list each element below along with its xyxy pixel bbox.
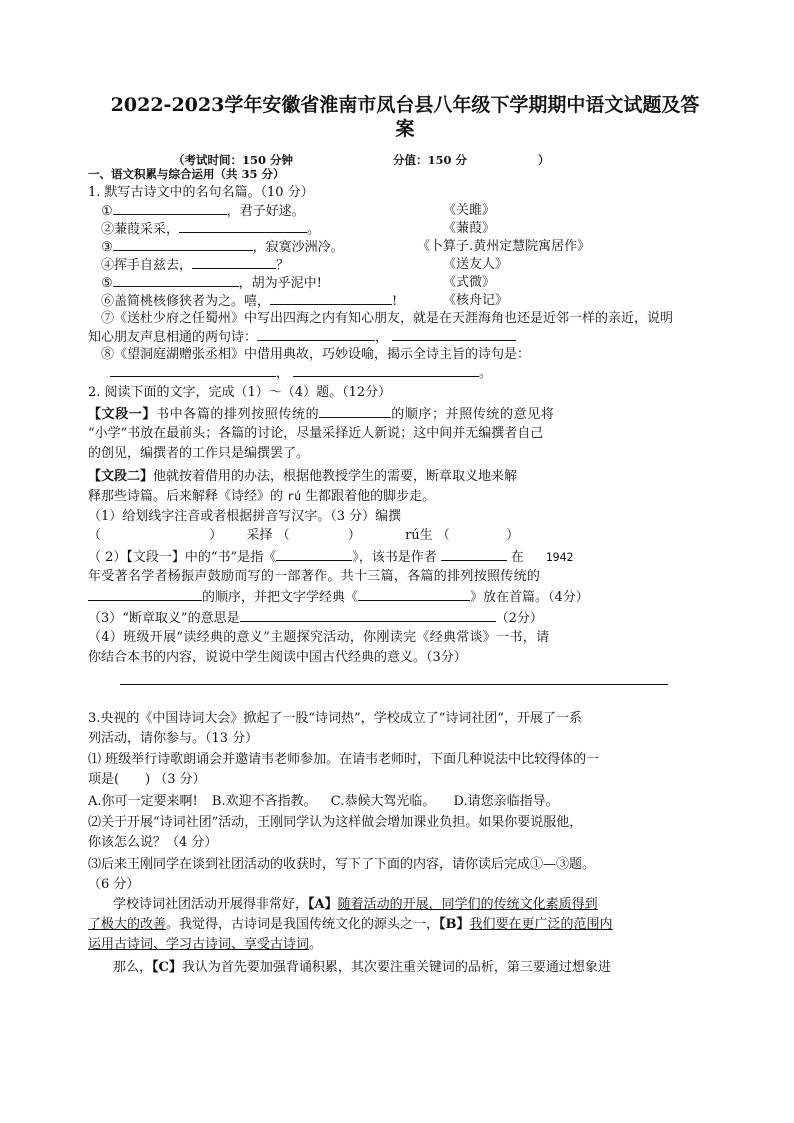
q3-options (88, 793, 559, 810)
q1-item-7-line-2 (88, 328, 516, 346)
underlined-sentence-b: 我们要在更广泛的范围内 (469, 917, 613, 932)
paren-open: （ (88, 528, 102, 543)
title-line-2: 案 (395, 118, 415, 140)
q1-item-7-sep: ， (375, 330, 389, 345)
q2-sub-1: （1）给划线字注音或者根据拼音写汉字。（3 分）编撰 (88, 509, 402, 524)
word-caize: 采择 (246, 528, 273, 543)
q1-item-6-pre: ⑥盖简桃核修狭者为之。嘻， (101, 294, 271, 309)
exam-score: 分值：150 分 (393, 153, 468, 167)
q1-item-4-post: ？ (276, 258, 290, 273)
tag-a: 【A】 (308, 897, 338, 912)
option-a[interactable]: A.你可一定要来啊! (88, 794, 198, 809)
sub-2-text-b: 》，该书是作者 (352, 550, 437, 565)
underlined-sentence-b-end: 运用古诗词、学习古诗词、享受古诗词 (88, 937, 310, 952)
q1-item-4-source: 《送友人》 (443, 257, 509, 272)
paren-close: ） (209, 528, 223, 543)
section-heading: 一、语文积累与综合运用（共 35 分） (88, 167, 285, 181)
q1-item-2-source: 《蒹葭》 (443, 221, 496, 236)
q1-item-2-post: 。 (307, 222, 321, 237)
q3-sub-2-line-2: 你该怎么说？（4 分） (88, 835, 218, 850)
pinyin-rusheng: rú生 (405, 528, 433, 543)
page-title (80, 93, 730, 141)
q1-item-8-end: 。 (479, 366, 493, 381)
q1-item-4-pre: ④挥手自兹去， (101, 258, 193, 273)
passage-line-2 (88, 916, 613, 933)
paren-close: ） (347, 528, 361, 543)
q2-sub-3 (88, 609, 543, 627)
q3-sub-3-line-2: （6 分） (88, 877, 140, 892)
title-line-1: 2022-2023学年安徽省淮南市凤台县八年级下学期期中语文试题及答 (110, 94, 700, 116)
option-b[interactable]: B.欢迎不吝指教。 (211, 794, 317, 809)
paren-close: ） (506, 528, 520, 543)
question-3-stem-line-2: 列活动，请你参与。（13 分） (88, 731, 259, 746)
answer-blank[interactable] (110, 364, 276, 377)
answer-line[interactable] (120, 684, 668, 685)
answer-blank[interactable] (113, 274, 239, 287)
q2-passage-1-line-2: “小学”书放在最前头；各篇的讨论，尽量采择近人新说；这中间并无编撰者自己 (88, 426, 544, 441)
answer-blank[interactable] (113, 202, 227, 215)
q1-item-1-post: ，君子好逑。 (226, 204, 305, 219)
q1-item-5-post: ，胡为乎泥中! (238, 276, 322, 291)
q1-item-5-pre: ⑤ (101, 276, 113, 291)
passage-text: 那么， (113, 960, 153, 975)
passage-1-text-a: 书中各篇的排列按照传统的 (156, 407, 320, 422)
q2-passage-2-line-2 (88, 488, 435, 505)
q1-item-5 (101, 274, 322, 292)
passage-2-text-a: 释那些诗篇。后来解释《诗经》的 (88, 489, 284, 504)
q2-passage-2-line-1 (88, 468, 517, 485)
q2-passage-1-line-3: 的创见，编撰者的工作只是编撰罢了。 (88, 446, 310, 461)
underlined-sentence-a-end: 了极大的改善 (88, 917, 167, 932)
question-2-stem: 2. 阅读下面的文字，完成（1）～（4）题。（12分） (88, 385, 392, 400)
tag-c: 【C】 (152, 960, 182, 975)
q1-item-1-source: 《关雎》 (443, 203, 496, 218)
q1-item-8-line-2 (110, 364, 492, 382)
q1-item-3 (101, 238, 344, 256)
q1-item-2 (101, 220, 320, 238)
sub-3-text: （3）“断章取义”的意思是 (88, 611, 240, 626)
q2-passage-1-line-1 (88, 405, 554, 423)
answer-blank[interactable] (192, 256, 276, 269)
passage-line-3 (88, 936, 322, 953)
answer-blank[interactable] (179, 220, 307, 233)
passage-2-label: 【文段二】 (88, 469, 154, 484)
q1-item-8-line-1: ⑧《望洞庭湖赠张丞相》中借用典故，巧妙设喻，揭示全诗主旨的诗句是： (101, 347, 531, 362)
q1-item-3-source: 《卜算子.黄州定慧院寓居作》 (417, 239, 591, 254)
q2-sub-4-line-1: （4）班级开展“读经典的意义”主题探究活动，你刚读完《经典常谈》一书，请 (88, 630, 550, 645)
q1-item-4 (101, 256, 289, 274)
passage-text: 我认为首先要加强背诵积累，其次要注重关键词的品析，第三要通过想象进 (181, 960, 611, 975)
answer-blank[interactable] (240, 609, 496, 622)
q2-sub-2-line-3 (88, 588, 589, 606)
answer-blank[interactable] (319, 405, 391, 418)
answer-blank[interactable] (392, 328, 516, 341)
question-1-stem: 1. 默写古诗文中的名句名篇。（10 分） (88, 185, 314, 200)
q2-sub-1-row (88, 527, 519, 544)
answer-blank[interactable] (293, 364, 479, 377)
q1-item-2-pre: ②蒹葭采采， (101, 222, 180, 237)
answer-blank[interactable] (270, 292, 392, 305)
answer-blank[interactable] (276, 548, 352, 561)
passage-1-label: 【文段一】 (88, 407, 157, 422)
answer-blank[interactable] (441, 548, 507, 561)
sub-2-text-c: 在 (510, 550, 524, 565)
q2-sub-4-line-2: 你结合本书的内容，说说中学生阅读中国古代经典的意义。（3分） (88, 650, 467, 665)
question-3-stem-line-1: 3.央视的《中国诗词大会》掀起了一股“诗词热”，学校成立了“诗词社团”，开展了一系 (88, 711, 582, 726)
q2-sub-2-line-2: 年受著名学者杨振声鼓励而写的一部著作。共十三篇，各篇的排列按照传统的 (88, 569, 541, 584)
q1-item-6-source: 《核舟记》 (443, 293, 509, 308)
q1-item-7-prompt: 知心朋友声息相通的两句诗： (88, 330, 258, 345)
answer-blank[interactable] (257, 328, 375, 341)
paren-open: （ (276, 528, 290, 543)
passage-text: 学校诗词社团活动开展得非常好， (113, 897, 309, 912)
q1-item-3-post: ，寂寞沙洲冷。 (252, 240, 344, 255)
sub-2-text-e: 》放在首篇。（4分） (470, 590, 589, 605)
q1-item-6-post: ! (392, 294, 398, 309)
passage-text: 。 (309, 937, 323, 952)
underlined-sentence-a: 随着活动的开展，同学们的传统文化素质得到 (337, 897, 598, 912)
passage-1-text-b: 的顺序；并照传统的意见将 (391, 407, 555, 422)
answer-blank[interactable] (358, 588, 470, 601)
exam-time: （考试时间：150 分钟 (173, 153, 294, 167)
paren-open: （ (436, 528, 450, 543)
sub-3-points: （2分） (495, 611, 543, 626)
q1-item-7-line-1: ⑦《送杜少府之任蜀州》中写出四海之内有知心朋友，就是在天涯海角也还是近邻一样的亲近，说明 (101, 311, 674, 326)
q3-sub-2-line-1: ⑵关于开展“诗词社团”活动，王刚同学认为这样做会增加课业负担。如果你要说服他， (88, 815, 583, 830)
pinyin-ru: rú (287, 489, 302, 503)
exam-info-close: ） (538, 153, 550, 167)
option-d[interactable]: D.请您亲临指导。 (453, 794, 559, 809)
sub-2-text-a: （ 2）【文段一】中的“书”是指《 (88, 550, 277, 565)
q3-sub-1-line-2: 项是( ) （3 分） (88, 772, 206, 787)
q1-item-3-pre: ③ (101, 240, 113, 255)
passage-2-text: 他就按着借用的办法，根据他教授学生的需要，断章取义地来解 (153, 469, 518, 484)
answer-blank[interactable] (113, 238, 253, 251)
passage-text: 。我觉得，古诗词是我国传统文化的源头之一， (166, 917, 440, 932)
option-c[interactable]: C.恭候大驾光临。 (330, 794, 436, 809)
q1-item-1 (101, 202, 305, 220)
q1-item-1-pre: ① (101, 204, 113, 219)
passage-line-1 (113, 896, 598, 913)
q1-item-8-sep: ， (276, 366, 290, 381)
answer-blank[interactable] (88, 588, 202, 601)
sub-2-text-d: 的顺序，并把文字学经典《 (202, 590, 359, 605)
q2-sub-2-line-1 (88, 548, 573, 566)
q1-item-5-source: 《式微》 (443, 275, 496, 290)
tag-b: 【B】 (439, 917, 470, 932)
q3-sub-1-line-1: ⑴ 班级举行诗歌朗诵会并邀请韦老师参加。在请韦老师时，下面几种说法中比较得体的一 (88, 752, 600, 767)
passage-line-4 (113, 959, 611, 976)
sub-2-year: 1942 (545, 550, 574, 564)
q3-sub-3-line-1: ⑶后来王刚同学在谈到社团活动的收获时，写下了下面的内容，请你读后完成①—③题。 (88, 857, 596, 872)
q1-item-6 (101, 292, 397, 310)
passage-2-text-b: 生都跟着他的脚步走。 (305, 489, 436, 504)
